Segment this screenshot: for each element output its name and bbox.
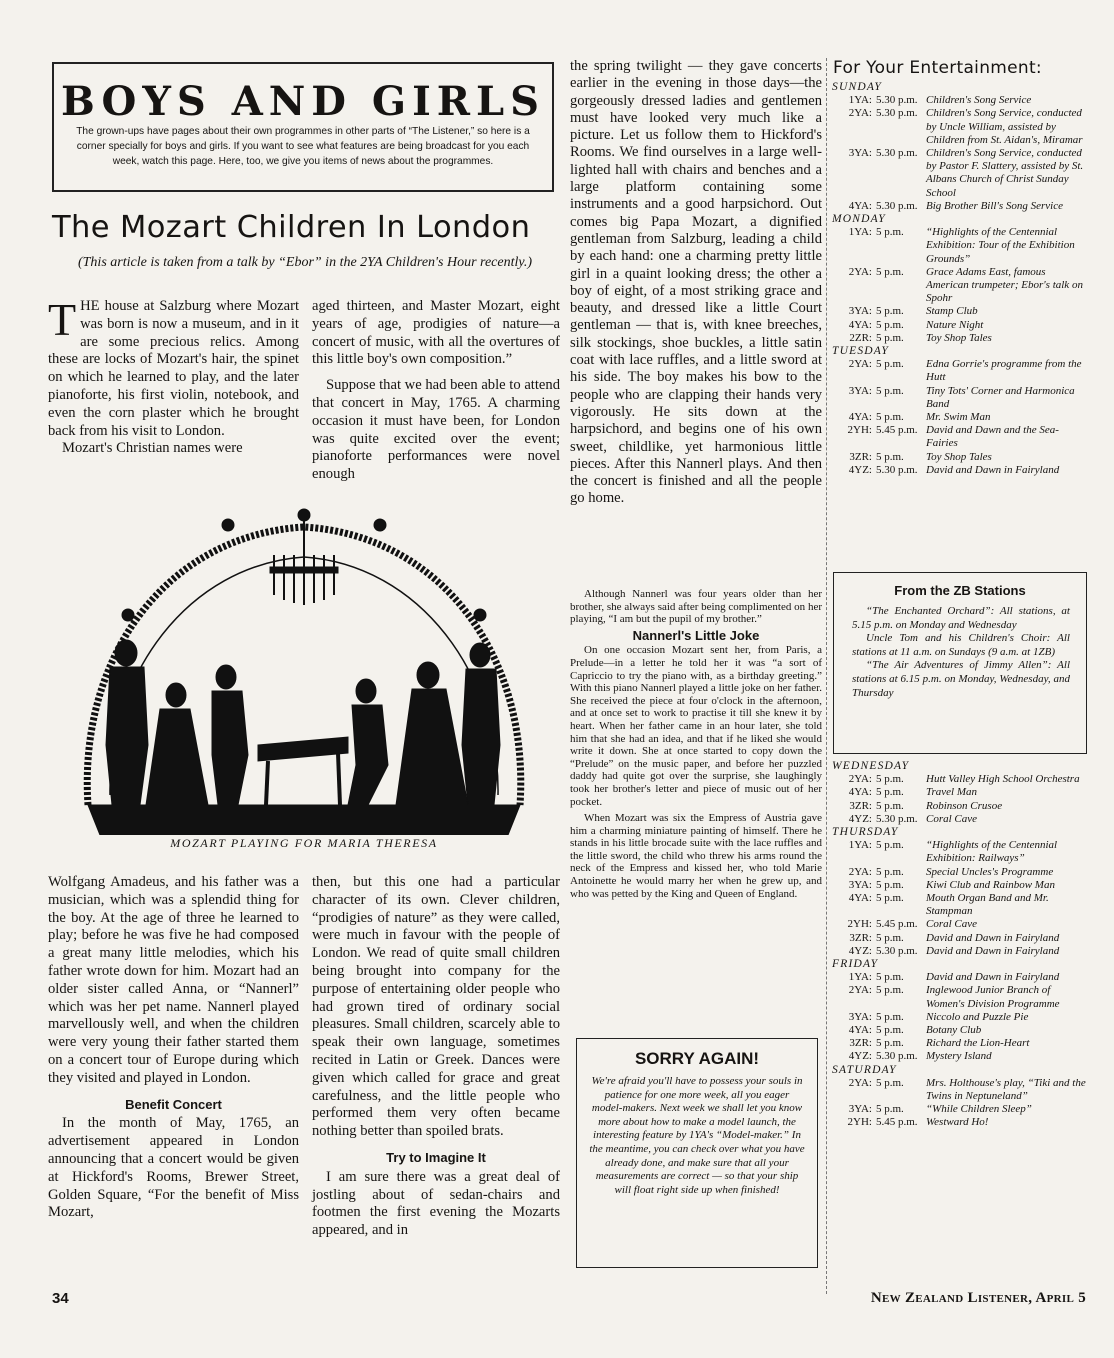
schedule-bottom xyxy=(832,760,1088,1130)
station-code: 2YH: xyxy=(847,918,872,931)
program-title: Grace Adams East, famous American trumpeter; Ebor's talk on Spohr xyxy=(926,265,1083,305)
schedule-top xyxy=(832,81,1088,477)
station-code: 3YA: xyxy=(848,384,872,397)
article-column-1-top xyxy=(48,294,299,458)
program-title: Children's Song Service, conducted by Pastor F. Slattery, assisted by St. Albans Church of Christ Sunday School xyxy=(926,147,1084,199)
day-heading: SUNDAY xyxy=(832,81,883,93)
program-title: Mr. Swim Man xyxy=(926,411,991,424)
schedule-row xyxy=(832,385,1088,411)
schedule-row xyxy=(832,94,1088,107)
schedule-row xyxy=(832,839,1088,865)
schedule-row xyxy=(832,786,1088,799)
program-title: Hutt Valley High School Orchestra xyxy=(926,773,1080,786)
section-title: BOYS AND GIRLS xyxy=(60,78,546,125)
schedule-row xyxy=(832,1077,1088,1103)
station-code: 1YA: xyxy=(848,94,872,107)
program-title: Big Brother Bill's Song Service xyxy=(926,199,1063,212)
program-title: Travel Man xyxy=(926,786,978,799)
program-title: Toy Shop Tales xyxy=(926,450,992,463)
program-title: Botany Club xyxy=(926,1024,982,1037)
broadcast-time: 5 p.m. xyxy=(876,384,904,397)
broadcast-time: 5.30 p.m. xyxy=(876,94,918,107)
publication-footer: New Zealand Listener, April 5 xyxy=(870,1290,1086,1306)
article-column-3-bottom xyxy=(570,588,822,900)
program-title: David and Dawn in Fairyland xyxy=(926,931,1060,944)
illustration-caption: MOZART PLAYING FOR MARIA THERESA xyxy=(170,836,438,850)
schedule-row xyxy=(832,945,1088,958)
broadcast-time: 5 p.m. xyxy=(876,1037,904,1050)
program-title: David and Dawn in Fairyland xyxy=(926,463,1060,476)
paragraph: Although Nannerl was four years older than her brother, she always said after being complimented on her playing, “I am but the pupil of my brother.” xyxy=(570,588,822,626)
zb-stations-box xyxy=(833,572,1087,754)
station-code: 4YZ: xyxy=(848,944,872,957)
station-code: 2YA: xyxy=(848,107,872,120)
broadcast-time: 5 p.m. xyxy=(876,839,904,852)
broadcast-time: 5 p.m. xyxy=(876,450,904,463)
station-code: 1YA: xyxy=(848,226,872,239)
schedule-row xyxy=(832,1103,1088,1116)
day-heading: SATURDAY xyxy=(832,1063,897,1076)
station-code: 2YA: xyxy=(848,265,872,278)
broadcast-time: 5 p.m. xyxy=(876,1076,904,1089)
sorry-text: We're afraid you'll have to possess your souls in patience for one more week, all you eager model-makers. Next week we shall let you know more about how to make a model launch, the interesting feature by 1YA's “Model-maker.” In the meantime, you can check over what you have already done, and make sure that all your measurements are correct — so that your ship will float right side up when finished! xyxy=(589,1075,805,1196)
sorry-again-box xyxy=(576,1038,818,1268)
program-title: “Highlights of the Centennial Exhibition: Tour of the Exhibition Grounds” xyxy=(926,226,1075,265)
paragraph: Mozart's Christian names were xyxy=(62,440,243,457)
paragraph: aged thirteen, and Master Mozart, eight years of age, prodigies of nature—a concert of music, with all the overtures of this little boy's own composition.” xyxy=(312,298,560,368)
program-title: Robinson Crusoe xyxy=(926,799,1003,812)
schedule-row xyxy=(832,971,1088,984)
zb-title: From the ZB Stations xyxy=(894,583,1026,598)
station-code: 3YA: xyxy=(848,878,872,891)
schedule-row xyxy=(832,424,1088,450)
station-code: 3YA: xyxy=(848,305,872,318)
schedule-row xyxy=(832,147,1088,200)
program-title: Nature Night xyxy=(926,318,984,331)
schedule-row xyxy=(832,1050,1088,1063)
paragraph: HE house at Salzburg where Mozart was born is now a museum, and in it are some precious relics. Among these are locks of Mozart's hair, the spinet on which he learned to play, and the later pianoforte, his first violin, notebook, and even the corn plaster which he brought back from his visit to London. xyxy=(48,298,299,439)
drop-cap: T xyxy=(48,294,77,345)
broadcast-time: 5 p.m. xyxy=(876,931,904,944)
subheading-benefit-concert: Benefit Concert xyxy=(125,1096,222,1112)
broadcast-time: 5 p.m. xyxy=(876,331,904,344)
paragraph: the spring twilight — they gave concerts earlier in the evening in those days—the gorgeously dressed ladies and gentlemen must have looked very much like a picture. Let us follow them to Hickford's Rooms. We find ourselves in a large well-lighted hall with chairs and benches and a large platform containing some instruments and a good harpsichord. Out comes big Papa Mozart, a dignified gentleman from Salzburg, leading a child by each hand: one a charming pretty little girl in a quaint looking dress; the other a boy of eight, of a most striking grace and beauty, and dressed like a little Court gentleman — that is, with knee breeches, silk stockings, shoe buckles, a little satin coat with lace ruffles, and a little sword at his side. The boy makes his bow to the people who are clapping their hands very vigorously. He sits down at the harpsichord, and begins one of his own sweet, childlike, yet harmonious little pieces. After this Nannerl plays. And then the concert is finished and all the people go home. xyxy=(570,58,822,507)
broadcast-time: 5 p.m. xyxy=(876,305,904,318)
article-column-1-bottom xyxy=(48,874,299,1222)
column-divider xyxy=(826,58,827,1294)
broadcast-time: 5.45 p.m. xyxy=(876,424,918,437)
entertainment-title: For Your Entertainment: xyxy=(833,58,1042,78)
page-number: 34 xyxy=(52,1290,69,1307)
broadcast-time: 5.30 p.m. xyxy=(876,944,918,957)
broadcast-time: 5 p.m. xyxy=(876,892,904,905)
day-heading: THURSDAY xyxy=(832,826,899,839)
program-title: Mrs. Holthouse's play, “Tiki and the Twins in Neptuneland” xyxy=(926,1076,1086,1103)
paragraph: I am sure there was a great deal of jostling about of sedan-chairs and footmen the first evening the Mozarts appeared, and in xyxy=(312,1168,560,1239)
station-code: 4YZ: xyxy=(848,812,872,825)
section-intro: The grown-ups have pages about their own programmes in other parts of “The Listener,” so here is a corner specially for boys and girls. If you want to see what features are being broadcast for you each week, watch this page. Here, too, we give you items of news about the programmes. xyxy=(76,126,530,167)
zb-item: “The Enchanted Orchard”: All stations, at 5.15 p.m. on Monday and Wednesday xyxy=(852,605,1070,631)
station-code: 3YA: xyxy=(848,1103,872,1116)
broadcast-time: 5 p.m. xyxy=(876,984,904,997)
header-box xyxy=(52,62,554,192)
station-code: 2YA: xyxy=(848,984,872,997)
program-title: David and Dawn in Fairyland xyxy=(926,944,1060,957)
program-title: Coral Cave xyxy=(926,812,978,825)
broadcast-time: 5.30 p.m. xyxy=(876,199,918,212)
program-title: Kiwi Club and Rainbow Man xyxy=(926,878,1055,891)
program-title: “While Children Sleep” xyxy=(926,1103,1032,1116)
schedule-row xyxy=(832,984,1088,1010)
program-title: Stamp Club xyxy=(926,305,978,318)
day-heading: MONDAY xyxy=(832,213,886,226)
station-code: 2YA: xyxy=(848,358,872,371)
paragraph: then, but this one had a particular character of its own. Clever children, “prodigies of nature” as they were called, were much in favour with the people of London. We read of quite small children being brought into company for the purpose of entertaining older people who had grown tired of ordinary social pleasures. Small children, scarcely able to speak their own language, sometimes recited in Latin or Greek. Dances were given which called for grace and great carefulness, and the little people who performed them very often became nothing better than spoiled brats. xyxy=(312,874,560,1140)
station-code: 2YA: xyxy=(848,773,872,786)
program-title: Richard the Lion-Heart xyxy=(926,1037,1030,1050)
station-code: 3ZR: xyxy=(849,450,872,463)
schedule-row xyxy=(832,1037,1088,1050)
schedule-row xyxy=(832,411,1088,424)
broadcast-time: 5.30 p.m. xyxy=(876,147,918,160)
program-title: Edna Gorrie's programme from the Hutt xyxy=(926,358,1082,384)
station-code: 2YA: xyxy=(848,865,872,878)
article-headline: The Mozart Children In London xyxy=(52,210,531,245)
station-code: 4YZ: xyxy=(848,463,872,476)
zb-item: Uncle Tom and his Children's Choir: All stations at 11 a.m. on Sundays (9 a.m. at 1ZB) xyxy=(852,632,1070,658)
day-heading: WEDNESDAY xyxy=(832,760,910,772)
program-title: Westward Ho! xyxy=(926,1116,989,1129)
schedule-row xyxy=(832,918,1088,931)
paragraph: When Mozart was six the Empress of Austria gave him a charming miniature painting of himself. There he stands in his little brocade suite with the lace ruffles and the little sword, the child who threw his arms round the neck of the Empress and kissed her, who told Marie Antoinette he would marry her when he grew up, and who was petted by the King and Queen of England. xyxy=(570,812,822,900)
station-code: 2YA: xyxy=(848,1076,872,1089)
schedule-row xyxy=(832,226,1088,266)
article-column-3-top xyxy=(570,58,822,508)
schedule-row xyxy=(832,451,1088,464)
program-title: Children's Song Service xyxy=(926,94,1032,107)
broadcast-time: 5.45 p.m. xyxy=(876,918,918,931)
schedule-row xyxy=(832,879,1088,892)
station-code: 4YA: xyxy=(848,411,872,424)
broadcast-time: 5.45 p.m. xyxy=(876,1116,918,1129)
broadcast-time: 5 p.m. xyxy=(876,786,904,799)
station-code: 3ZR: xyxy=(849,931,872,944)
broadcast-time: 5.30 p.m. xyxy=(876,1050,918,1063)
schedule-row xyxy=(832,200,1088,213)
station-code: 2YH: xyxy=(847,424,872,437)
paragraph: Suppose that we had been able to attend that concert in May, 1765. A charming occasion it must have been, for London was quite excited over the event; pianoforte performances were novel enough xyxy=(312,377,560,483)
schedule-row xyxy=(832,358,1088,384)
broadcast-time: 5 p.m. xyxy=(876,773,904,786)
program-title: Children's Song Service, conducted by Uncle William, assisted by Children from St. Aidan's, Miramar xyxy=(926,107,1083,146)
broadcast-time: 5.30 p.m. xyxy=(876,812,918,825)
broadcast-time: 5 p.m. xyxy=(876,1010,904,1023)
schedule-row xyxy=(832,1024,1088,1037)
station-code: 3YA: xyxy=(848,147,872,160)
program-title: Niccolo and Puzzle Pie xyxy=(926,1010,1029,1023)
broadcast-time: 5 p.m. xyxy=(876,265,904,278)
zb-item: “The Air Adventures of Jimmy Allen”: All stations at 6.15 p.m. on Monday, Wednesday, and Thursday xyxy=(852,659,1070,699)
program-title: Mouth Organ Band and Mr. Stampman xyxy=(926,892,1049,918)
schedule-row xyxy=(832,332,1088,345)
broadcast-time: 5 p.m. xyxy=(876,865,904,878)
broadcast-time: 5 p.m. xyxy=(876,799,904,812)
schedule-row xyxy=(832,1011,1088,1024)
schedule-row xyxy=(832,266,1088,306)
zb-text xyxy=(852,605,1070,700)
article-column-2-bottom xyxy=(312,874,560,1240)
broadcast-time: 5 p.m. xyxy=(876,318,904,331)
program-title: Coral Cave xyxy=(926,918,978,931)
program-title: Special Uncles's Programme xyxy=(926,865,1054,878)
schedule-row xyxy=(832,813,1088,826)
station-code: 4YA: xyxy=(848,318,872,331)
paragraph: In the month of May, 1765, an advertisement appeared in London announcing that a concert would be given at Hickford's Rooms, Brewer Street, Golden Square, “For the benefit of Miss Mozart, xyxy=(48,1115,299,1221)
station-code: 1YA: xyxy=(848,971,872,984)
station-code: 4YA: xyxy=(848,1024,872,1037)
program-title: “Highlights of the Centennial Exhibition: Railways” xyxy=(926,839,1058,865)
station-code: 2YH: xyxy=(847,1116,872,1129)
schedule-row xyxy=(832,1116,1088,1129)
station-code: 2ZR: xyxy=(849,331,872,344)
station-code: 3ZR: xyxy=(849,1037,872,1050)
broadcast-time: 5 p.m. xyxy=(876,411,904,424)
schedule-row xyxy=(832,932,1088,945)
schedule-row xyxy=(832,464,1088,477)
paragraph: On one occasion Mozart sent her, from Paris, a Prelude—in a letter he told her it was “a sort of Capriccio to try the piano with, as a birthday greeting.” With this piano Nannerl played a little joke on her father. She received the piece at four o'clock in the afternoon, and at once set to work to practise it till she knew it by heart. When her father came in an hour later, she told him that she had an idea, and that if he liked she would write it down. She at once started to copy down the “Prelude” on the music paper, and before her puzzled daddy had quite got over the surprise, she laughingly took her brother's letter and piece of music out of her pocket. xyxy=(570,644,822,808)
station-code: 4YA: xyxy=(848,786,872,799)
article-subheadline: (This article is taken from a talk by “Ebor” in the 2YA Children's Hour recently.) xyxy=(77,255,532,270)
schedule-row xyxy=(832,305,1088,318)
broadcast-time: 5 p.m. xyxy=(876,971,904,984)
paragraph: Wolfgang Amadeus, and his father was a musician, which was a splendid thing for the boy. At the age of three he learned to play; before he was five he had composed a great many little melodies, which his father wrote down for him. Mozart had an older sister called Anna, or “Nannerl” which was her pet name. Nannerl played marvellously well, and when the children were very young their father started them on a concert tour of Europe during which they visited and played in London. xyxy=(48,874,299,1086)
mozart-silhouette-illustration xyxy=(48,505,560,835)
schedule-row xyxy=(832,866,1088,879)
station-code: 1YA: xyxy=(848,839,872,852)
subheading-try-to-imagine: Try to Imagine It xyxy=(386,1149,486,1165)
schedule-row xyxy=(832,892,1088,918)
station-code: 3ZR: xyxy=(849,799,872,812)
station-code: 4YA: xyxy=(848,199,872,212)
subheading-nannerls-joke: Nannerl's Little Joke xyxy=(632,627,760,643)
article-column-2-top xyxy=(312,298,560,484)
broadcast-time: 5.30 p.m. xyxy=(876,463,918,476)
station-code: 4YZ: xyxy=(848,1050,872,1063)
program-title: Toy Shop Tales xyxy=(926,331,992,344)
day-heading: FRIDAY xyxy=(832,958,879,971)
sorry-title: SORRY AGAIN! xyxy=(634,1049,760,1068)
schedule-row xyxy=(832,800,1088,813)
day-heading: TUESDAY xyxy=(832,345,889,358)
program-title: Mystery Island xyxy=(926,1050,992,1063)
program-title: Tiny Tots' Corner and Harmonica Band xyxy=(926,384,1075,410)
station-code: 3YA: xyxy=(848,1010,872,1023)
schedule-row xyxy=(832,319,1088,332)
program-title: David and Dawn and the Sea-Fairies xyxy=(926,424,1059,450)
broadcast-time: 5 p.m. xyxy=(876,1024,904,1037)
broadcast-time: 5 p.m. xyxy=(876,226,904,239)
broadcast-time: 5.30 p.m. xyxy=(876,107,918,120)
program-title: Inglewood Junior Branch of Women's Division Programme xyxy=(926,984,1060,1010)
schedule-row xyxy=(832,773,1088,786)
program-title: David and Dawn in Fairyland xyxy=(926,971,1060,984)
station-code: 4YA: xyxy=(848,892,872,905)
broadcast-time: 5 p.m. xyxy=(876,358,904,371)
broadcast-time: 5 p.m. xyxy=(876,878,904,891)
broadcast-time: 5 p.m. xyxy=(876,1103,904,1116)
schedule-row xyxy=(832,107,1088,147)
